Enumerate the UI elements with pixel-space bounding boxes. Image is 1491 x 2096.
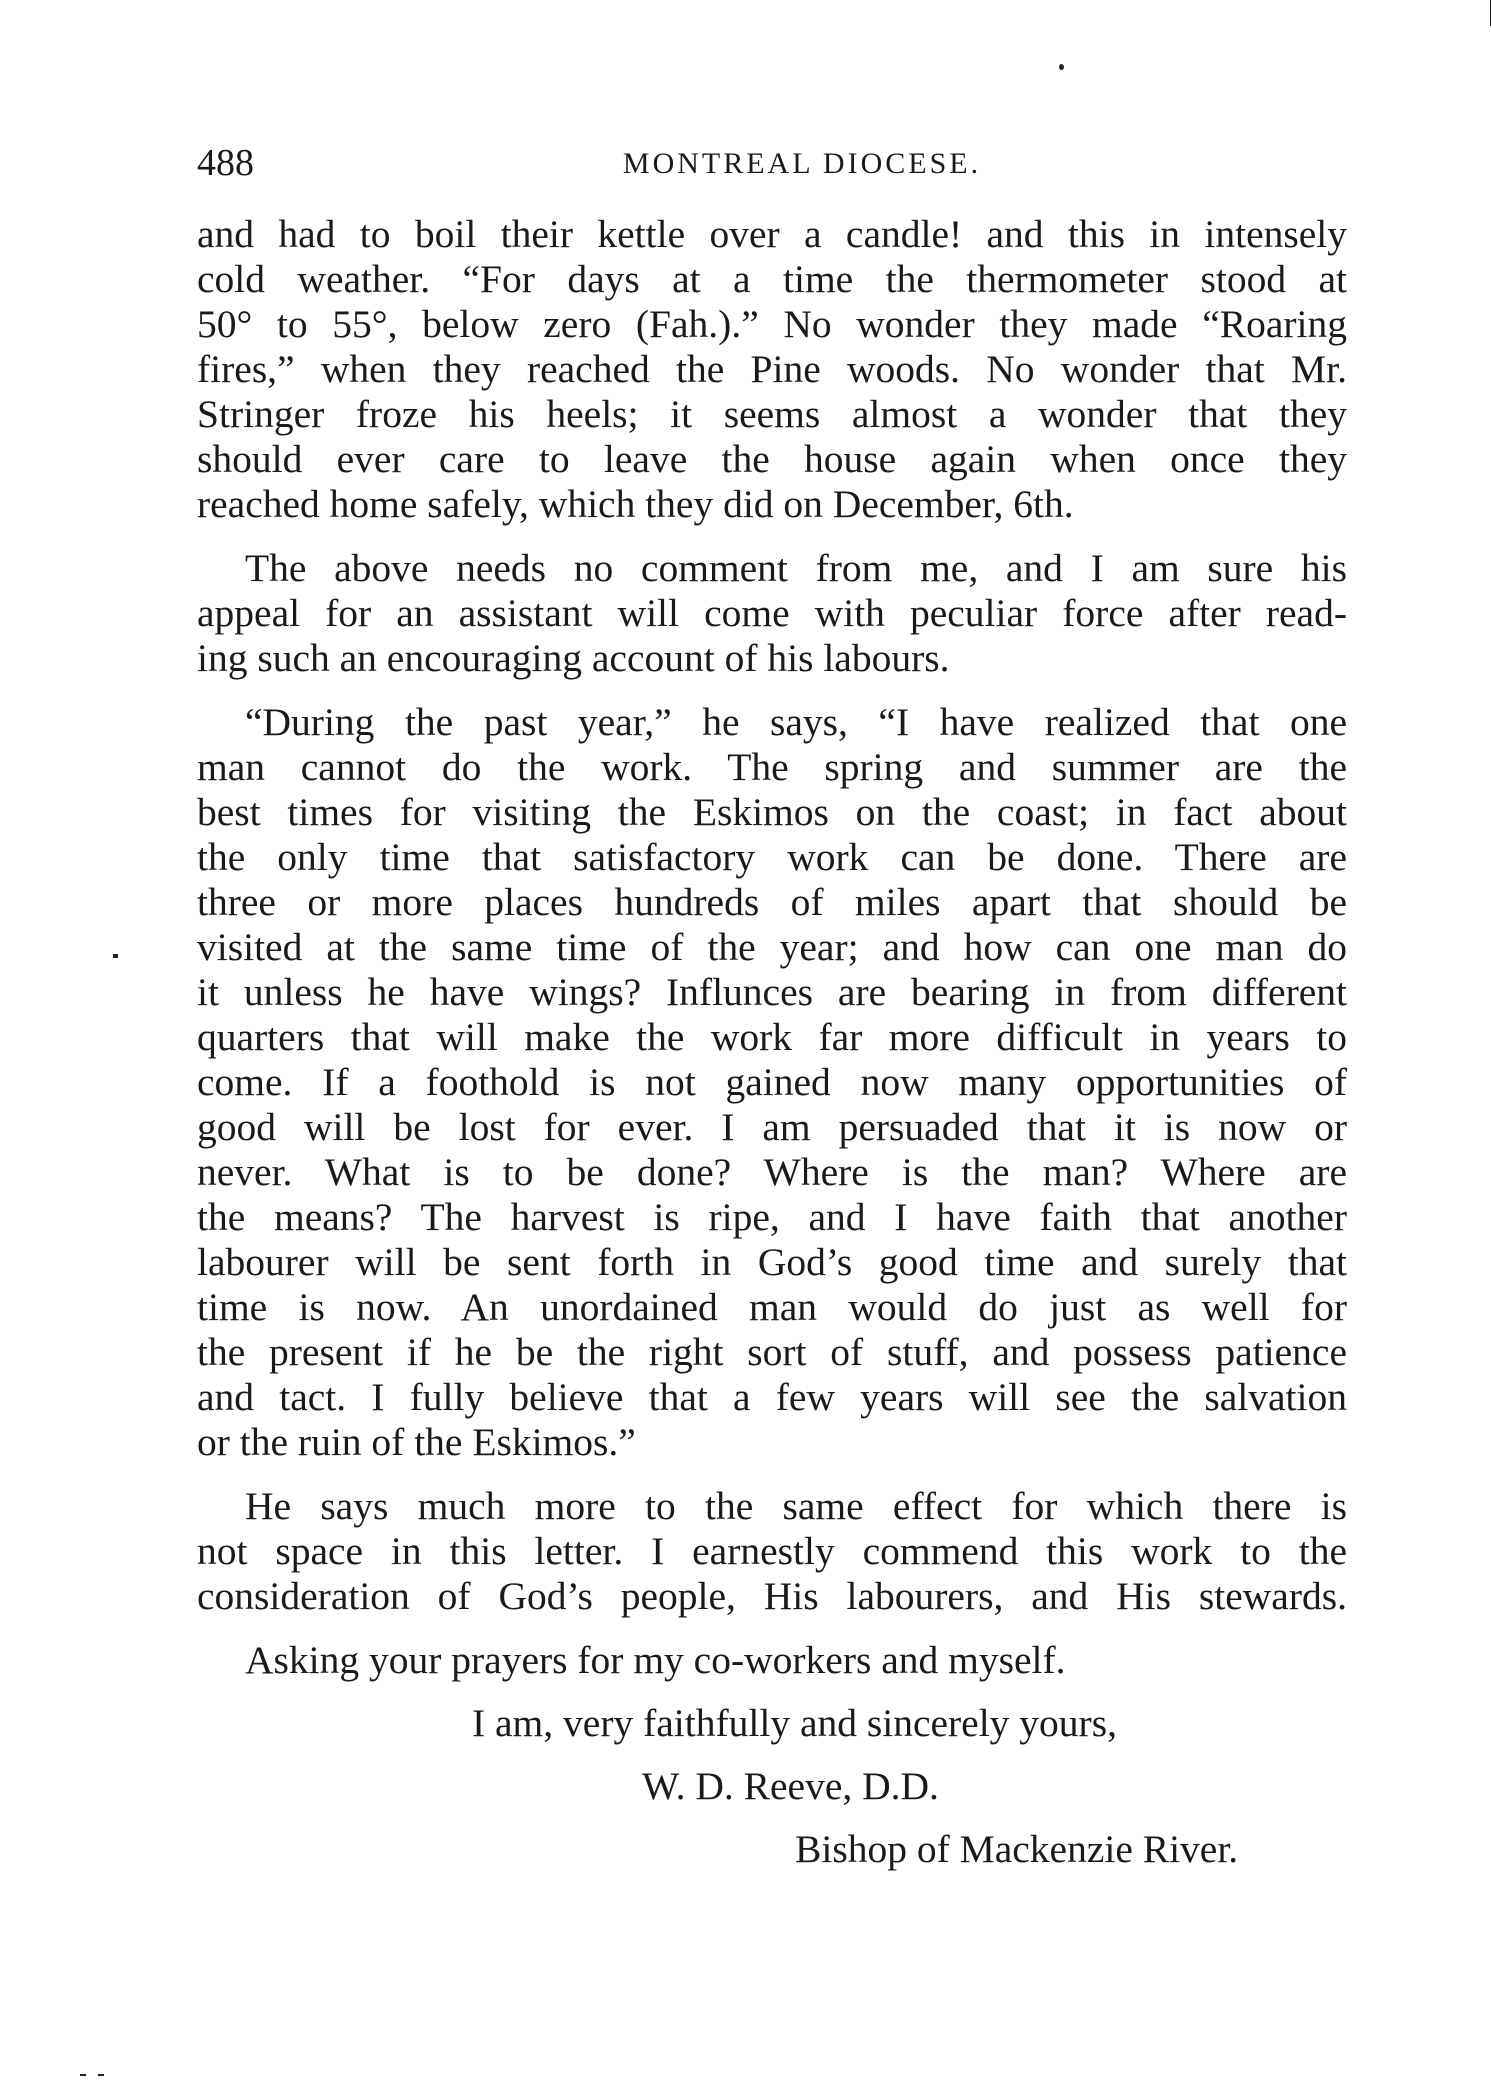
closing-request: Asking your prayers for my co-workers and myself. [245,1638,1066,1682]
text-line: or the ruin of the Eskimos.” [197,1420,636,1464]
paragraph-journey [197,212,1347,527]
text-line: and had to boil their kettle over a candle! and this in intensely [197,212,1347,256]
text-line: He says much more to the same effect for which there is [245,1484,1347,1528]
signature-name-text: W. D. Reeve, D.D. [642,1764,939,1808]
text-line: never. What is to be done? Where is the man? Where are [197,1150,1347,1194]
text-line: labourer will be sent forth in God’s good time and surely that [197,1240,1347,1284]
text-line: three or more places hundreds of miles apart that should be [197,880,1347,924]
text-line: good will be lost for ever. I am persuaded that it is now or [197,1105,1347,1149]
text-line: not space in this letter. I earnestly commend this work to the [197,1529,1347,1573]
scan-speck [1059,64,1064,70]
paragraph-commendation [197,1484,1347,1619]
signature-title: Bishop of Mackenzie River. [795,1827,1239,1871]
text-line: consideration of God’s people, His labourers, and His stewards. [197,1574,1347,1618]
text-line: should ever care to leave the house again when once they [197,437,1347,481]
text-line: visited at the same time of the year; and how can one man do [197,925,1347,969]
text-line: best times for visiting the Eskimos on the coast; in fact about [197,790,1347,834]
text-line: the present if he be the right sort of stuff, and possess patience [197,1330,1347,1374]
text-line: cold weather. “For days at a time the thermometer stood at [197,257,1347,301]
text-line: time is now. An unordained man would do just as well for [197,1285,1347,1329]
text-line: and tact. I fully believe that a few years will see the salvation [197,1375,1347,1419]
text-line: Stringer froze his heels; it seems almost a wonder that they [197,392,1347,436]
text-line: ing such an encouraging account of his labours. [197,636,950,680]
text-line: fires,” when they reached the Pine woods. No wonder that Mr. [197,347,1347,391]
text-line: 50° to 55°, below zero (Fah.).” No wonder they made “Roaring [197,302,1347,346]
text-line: The above needs no comment from me, and I am sure his [245,546,1347,590]
text-line: appeal for an assistant will come with peculiar force after read- [197,591,1347,635]
text-line: “During the past year,” he says, “I have realized that one [245,700,1347,744]
text-line: the only time that satisfactory work can be done. There are [197,835,1347,879]
scan-speck [113,954,118,958]
text-line: quarters that will make the work far more difficult in years to [197,1015,1347,1059]
text-line: reached home safely, which they did on December, 6th. [197,482,1074,526]
page-number: 488 [197,142,254,184]
letter-body [197,212,1347,1890]
scan-speck [80,2074,86,2076]
signature-name [197,1764,1347,1809]
paragraph-quotation [197,700,1347,1465]
text-line: it unless he have wings? Influnces are bearing in from different [197,970,1347,1014]
running-head-title: MONTREAL DIOCESE. [622,147,982,180]
text-line: man cannot do the work. The spring and summer are the [197,745,1347,789]
closing-salutation: I am, very faithfully and sincerely yours, [472,1701,1117,1745]
running-head [197,138,1347,188]
scan-speck [98,2074,104,2076]
text-line: the means? The harvest is ripe, and I have faith that another [197,1195,1347,1239]
text-line: come. If a foothold is not gained now many opportunities of [197,1060,1347,1104]
paragraph-comment [197,546,1347,681]
